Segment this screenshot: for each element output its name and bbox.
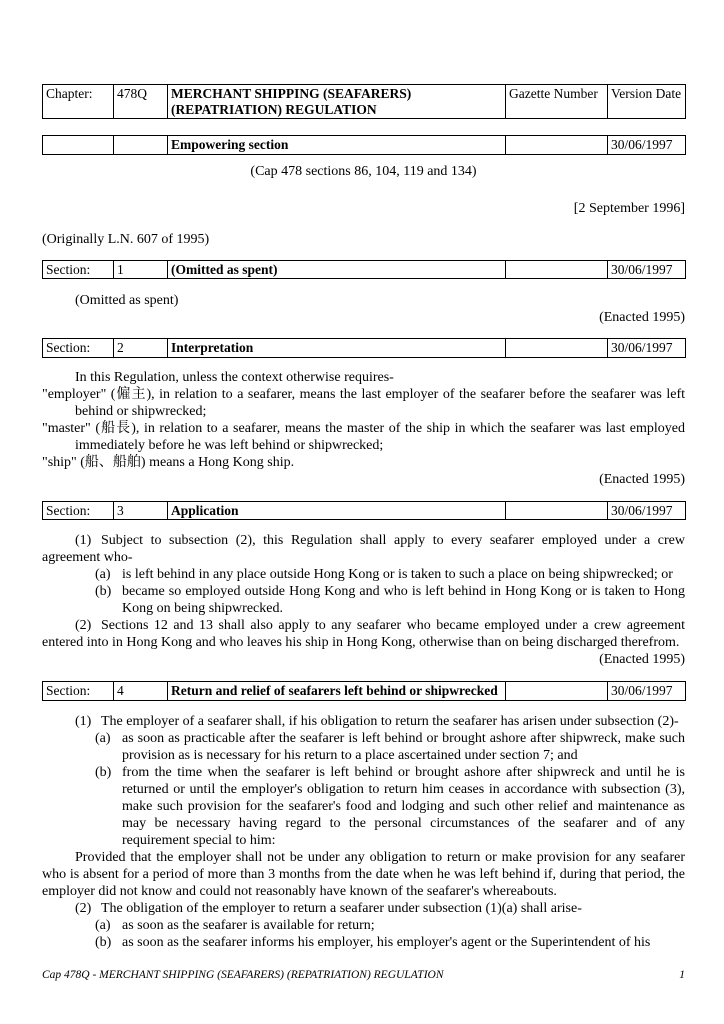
proviso-4-1: Provided that the employer shall not be under any obligation to return or make provision for any seafarer who is absent for a period of more than 3 months from the date when he was left behind if, during that period, the employer did not know and could not reasonably have known of the seafarer's whereabouts. (42, 849, 685, 899)
page-footer (42, 968, 685, 982)
section-heading-cell: (Omitted as spent) (168, 260, 506, 279)
subsection-marker: (1) (75, 713, 92, 729)
section-number-cell: 2 (114, 339, 168, 358)
empty-cell (506, 339, 608, 358)
subsection-text: The obligation of the employer to return a seafarer under subsection (1)(a) shall arise- (101, 900, 582, 916)
commencement-date: [2 September 1996] (573, 200, 685, 216)
section-2-row (43, 339, 686, 358)
paragraph-marker: (a) (95, 567, 111, 582)
empowering-section-table (42, 135, 686, 155)
paragraph-marker: (b) (95, 934, 112, 950)
paragraph-4-1-b (95, 764, 685, 849)
paragraph-marker: (a) (95, 730, 111, 746)
paragraph-text: from the time when the seafarer is left behind or brought ashore after shipwreck and until he is returned or until the employer's obligation to return him ceases in accordance with subsection (3), make such provision for the seafarer's food and lodging and such other relief and maintenance as may be necessary having regard to the personal circumstances of the seafarer and of any requirement special to him: (122, 764, 685, 848)
section-2-enacted-note: (Enacted 1995) (599, 471, 685, 487)
paragraph-4-1-a (95, 730, 685, 764)
definition-employer: "employer" (僱主), in relation to a seafarer, means the last employer of the seafarer before the seafarer was left behind or shipwrecked; (42, 386, 685, 419)
paragraph-text: became so employed outside Hong Kong and who is left behind in Hong Kong or is taken to Hong Kong on being shipwrecked. (122, 584, 685, 616)
origin-note: (Originally L.N. 607 of 1995) (42, 231, 210, 247)
empty-cell (43, 136, 114, 155)
chapter-header-row (43, 85, 686, 119)
section-1-body: (Omitted as spent) (75, 293, 179, 308)
section-number-cell: 3 (114, 501, 168, 520)
section-label-cell: Section: (43, 501, 114, 520)
definition-master: "master" (船長), in relation to a seafarer, means the master of the ship in which the seafarer was last employed immediately before he was left behind or shipwrecked; (42, 420, 685, 453)
empty-cell (506, 501, 608, 520)
paragraph-marker: (b) (95, 764, 112, 780)
gazette-number-header-cell: Gazette Number (506, 85, 608, 119)
subsection-marker: (2) (75, 900, 92, 916)
section-version-date-cell: 30/06/1997 (608, 501, 686, 520)
section-number-cell: 1 (114, 260, 168, 279)
subsection-marker: (2) (75, 618, 92, 633)
subsection-3-1 (42, 532, 685, 566)
subsection-4-1 (42, 713, 685, 730)
empty-cell (114, 136, 168, 155)
page-number: 1 (679, 969, 685, 981)
section-heading-cell: Interpretation (168, 339, 506, 358)
section-1-row (43, 260, 686, 279)
paragraph-marker: (b) (95, 584, 112, 599)
section-4-row (43, 682, 686, 701)
section-1-table (42, 260, 686, 280)
version-date-header-cell: Version Date (608, 85, 686, 119)
paragraph-4-2-a (95, 917, 685, 934)
empty-cell (506, 682, 608, 701)
section-version-date-cell: 30/06/1997 (608, 339, 686, 358)
subsection-3-2 (42, 617, 685, 651)
paragraph-text: as soon as the seafarer informs his employer, his employer's agent or the Superintendent of his (122, 934, 651, 950)
empty-cell (506, 260, 608, 279)
section-3-table (42, 501, 686, 521)
chapter-label-cell: Chapter: (43, 85, 114, 119)
chapter-header-table (42, 84, 686, 119)
section-label-cell: Section: (43, 682, 114, 701)
section-number-cell: 4 (114, 682, 168, 701)
section-label-cell: Section: (43, 260, 114, 279)
section-1-enacted-note: (Enacted 1995) (599, 310, 685, 325)
section-version-date-cell: 30/06/1997 (608, 260, 686, 279)
paragraph-3-1-a (95, 566, 685, 583)
section-3-enacted-note: (Enacted 1995) (599, 652, 685, 667)
regulation-title-cell: MERCHANT SHIPPING (SEAFARERS) (REPATRIATION) REGULATION (168, 85, 506, 119)
section-heading-cell: Application (168, 501, 506, 520)
section-2-table (42, 338, 686, 358)
section-label-cell: Section: (43, 339, 114, 358)
subsection-text: Sections 12 and 13 shall also apply to any seafarer who became employed under a crew agreement entered into in Hong Kong and who leaves his ship in Hong Kong, otherwise than on being discharged therefrom. (42, 618, 685, 650)
paragraph-marker: (a) (95, 917, 111, 933)
empowering-section-title-cell: Empowering section (168, 136, 506, 155)
section-3-row (43, 501, 686, 520)
empowering-version-date-cell: 30/06/1997 (608, 136, 686, 155)
section-version-date-cell: 30/06/1997 (608, 682, 686, 701)
definition-ship: "ship" (船、船舶) means a Hong Kong ship. (42, 454, 295, 470)
subsection-text: The employer of a seafarer shall, if his obligation to return the seafarer has arisen under subsection (2)- (101, 713, 679, 729)
cap-sections-line: (Cap 478 sections 86, 104, 119 and 134) (250, 163, 477, 179)
chapter-number-cell: 478Q (114, 85, 168, 119)
section-heading-cell: Return and relief of seafarers left behind or shipwrecked (168, 682, 506, 701)
subsection-marker: (1) (75, 533, 92, 548)
paragraph-3-1-b (95, 583, 685, 617)
paragraph-text: as soon as practicable after the seafarer is left behind or brought ashore after shipwreck, make such provision as is necessary for his return to a place ascertained under section 7; and (122, 730, 685, 763)
interpretation-intro: In this Regulation, unless the context otherwise requires- (75, 369, 394, 385)
empty-cell (506, 136, 608, 155)
empowering-section-row (43, 136, 686, 155)
footer-citation: Cap 478Q - MERCHANT SHIPPING (SEAFARERS) (REPATRIATION) REGULATION (42, 969, 444, 981)
paragraph-text: as soon as the seafarer is available for return; (122, 917, 375, 933)
subsection-text: Subject to subsection (2), this Regulation shall apply to every seafarer employed under a crew agreement who- (42, 533, 685, 565)
subsection-4-2 (42, 900, 685, 917)
paragraph-text: is left behind in any place outside Hong Kong or is taken to such a place on being shipwrecked; or (122, 567, 673, 582)
section-4-table (42, 681, 686, 701)
paragraph-4-2-b (95, 934, 685, 951)
